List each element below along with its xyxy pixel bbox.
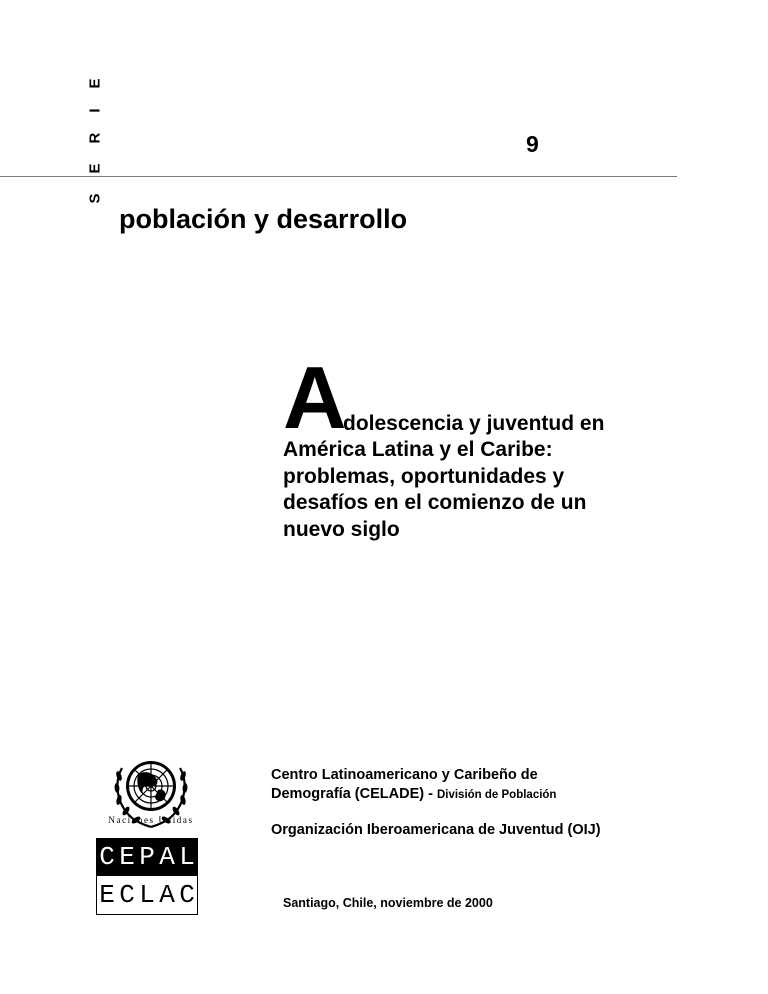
cepal-letter: E (119, 842, 135, 872)
serie-label: SERIE (86, 58, 104, 204)
celade-line-2 (271, 785, 671, 805)
cepal-eclac-logo (96, 838, 198, 915)
eclac-letter: E (99, 880, 115, 910)
eclac-letter: A (159, 880, 175, 910)
cepal-letter: L (179, 842, 195, 872)
cepal-letter: A (159, 842, 175, 872)
cepal-letter: C (99, 842, 115, 872)
cepal-logo-top (97, 839, 197, 876)
oij-author: Organización Iberoamericana de Juventud (OIJ) (271, 822, 601, 838)
serie-vertical-label (80, 60, 110, 202)
celade-author-block (271, 766, 671, 805)
series-title: población y desarrollo (119, 204, 408, 234)
header-divider (0, 176, 677, 177)
place-date: Santiago, Chile, noviembre de 2000 (283, 896, 493, 910)
celade-division: División de Población (436, 789, 557, 801)
eclac-letter: C (119, 880, 135, 910)
eclac-letter: L (139, 880, 155, 910)
title-first-line: dolescencia y juventud en (343, 412, 605, 435)
series-number: 9 (526, 131, 539, 157)
title-drop-cap: A (283, 348, 347, 447)
cepal-letter: P (139, 842, 155, 872)
celade-name: Demografía (CELADE) - (271, 786, 433, 802)
un-label: Naciones Unidas (108, 815, 194, 825)
celade-line-1: Centro Latinoamericano y Caribeño de (271, 767, 538, 783)
eclac-logo-bottom (97, 876, 197, 914)
eclac-letter: C (179, 880, 195, 910)
title-rest: América Latina y el Caribe: problemas, oportunidades y desafíos en el comienzo de un nuevo siglo (283, 438, 587, 541)
